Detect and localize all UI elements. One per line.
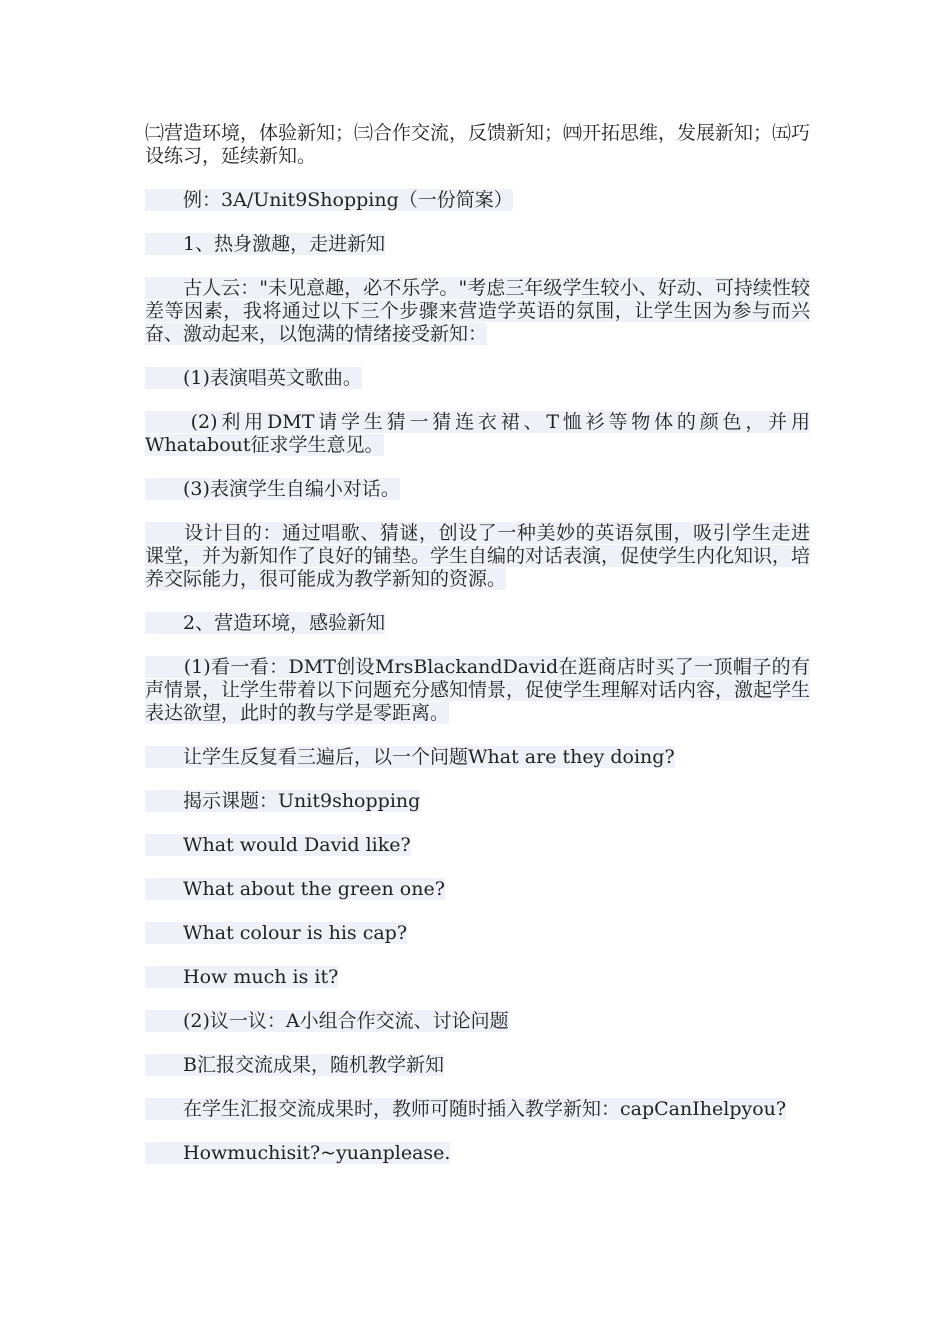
paragraph-text: 例：3A/Unit9Shopping（一份简案） — [145, 189, 513, 211]
list-item — [145, 411, 810, 457]
paragraph — [145, 522, 810, 591]
paragraph-text: 古人云："未见意趣，必不乐学。"考虑三年级学生较小、好动、可持续性较差等因素，我将通过以下三个步骤来营造学英语的氛围，让学生因为参与而兴奋、激动起来，以饱满的情绪接受新知： — [145, 277, 810, 345]
question-line — [145, 966, 810, 989]
section-heading — [145, 612, 810, 635]
paragraph-text: (1)表演唱英文歌曲。 — [145, 367, 362, 389]
paragraph — [145, 189, 810, 212]
paragraph — [145, 790, 810, 813]
list-item — [145, 367, 810, 390]
document-body — [145, 122, 810, 1186]
paragraph — [145, 656, 810, 725]
paragraph — [145, 122, 810, 168]
paragraph-text: 让学生反复看三遍后，以一个问题What are they doing? — [145, 746, 675, 768]
section-heading — [145, 233, 810, 256]
paragraph-text: 1、热身激趣，走进新知 — [145, 233, 385, 255]
paragraph — [145, 746, 810, 769]
paragraph-text: How much is it? — [145, 966, 338, 988]
list-item — [145, 1010, 810, 1033]
paragraph-text: ㈡营造环境，体验新知；㈢合作交流，反馈新知；㈣开拓思维，发展新知；㈤巧设练习，延续新知。 — [145, 122, 811, 167]
paragraph-text: What would David like? — [145, 834, 411, 856]
paragraph-text: 2、营造环境，感验新知 — [145, 612, 385, 634]
paragraph-text: What colour is his cap? — [145, 922, 407, 944]
paragraph-text: (2)议一议：A小组合作交流、讨论问题 — [145, 1010, 509, 1032]
list-item — [145, 478, 810, 501]
paragraph — [145, 1054, 810, 1077]
paragraph-text: (2)利用DMT请学生猜一猜连衣裙、T恤衫等物体的颜色，并用Whatabout征求学生意见。 — [145, 411, 810, 456]
paragraph — [145, 277, 810, 346]
question-line — [145, 834, 810, 857]
paragraph-text: 设计目的：通过唱歌、猜谜，创设了一种美妙的英语氛围，吸引学生走进课堂，并为新知作了良好的铺垫。学生自编的对话表演，促使学生内化知识，培养交际能力，很可能成为教学新知的资源。 — [145, 522, 811, 590]
paragraph-text: B汇报交流成果，随机教学新知 — [145, 1054, 444, 1076]
paragraph-text: What about the green one? — [145, 878, 445, 900]
paragraph-text: (3)表演学生自编小对话。 — [145, 478, 400, 500]
question-line — [145, 922, 810, 945]
paragraph — [145, 1142, 810, 1165]
paragraph-text: Howmuchisit?~yuanplease. — [145, 1142, 450, 1164]
paragraph-text: 揭示课题：Unit9shopping — [145, 790, 420, 812]
paragraph-text: 在学生汇报交流成果时，教师可随时插入教学新知：capCanIhelpyou? — [145, 1098, 786, 1120]
paragraph — [145, 1098, 810, 1121]
paragraph-text: (1)看一看：DMT创设MrsBlackandDavid在逛商店时买了一顶帽子的有声情景，让学生带着以下问题充分感知情景，促使学生理解对话内容，激起学生表达欲望，此时的教与学是零距离。 — [145, 656, 811, 724]
question-line — [145, 878, 810, 901]
